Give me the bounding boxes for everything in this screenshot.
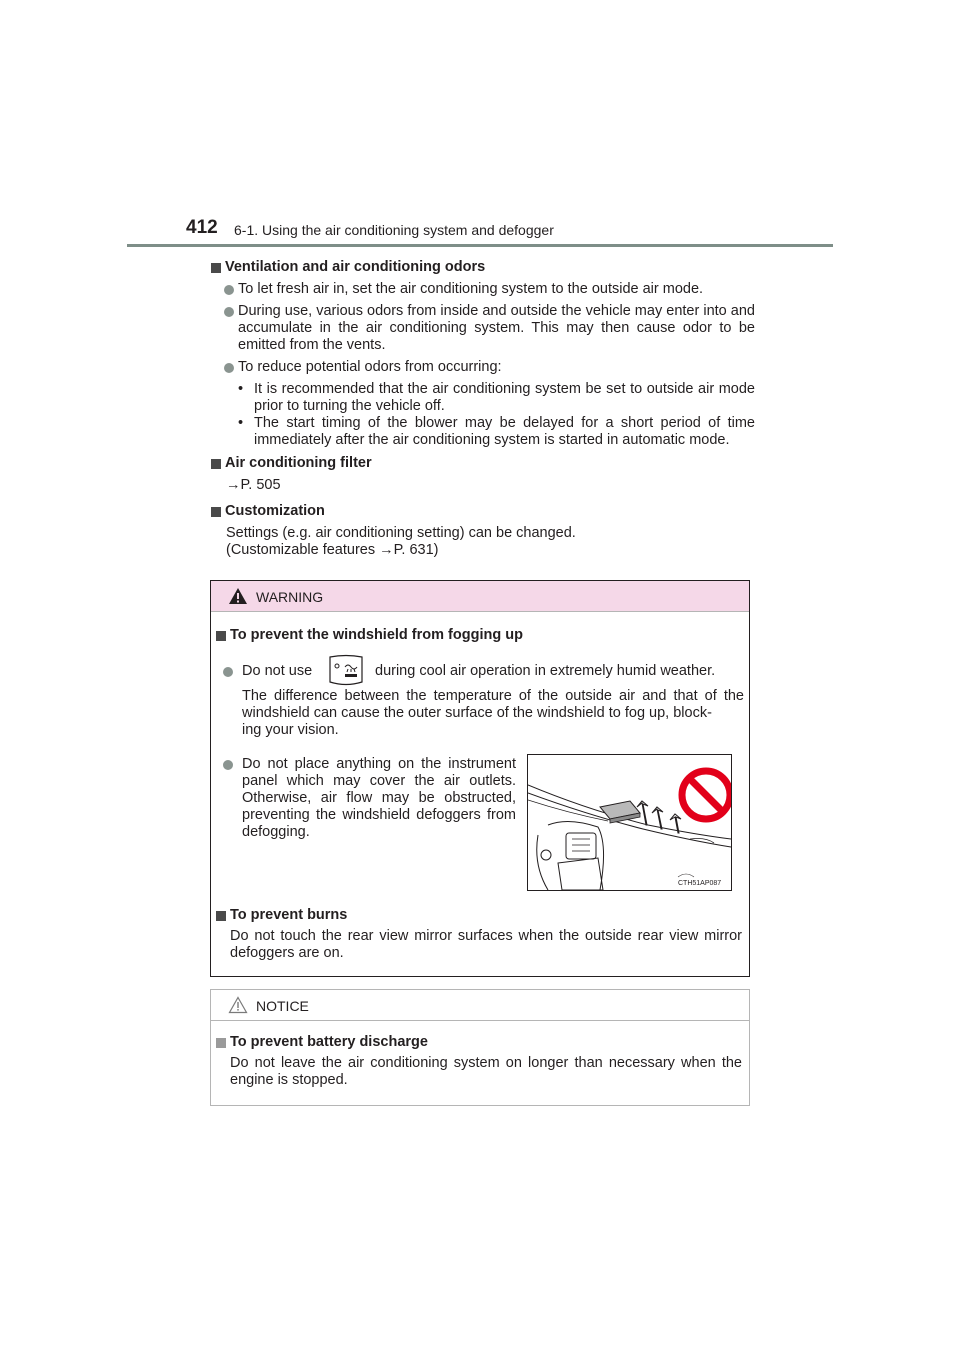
section-heading [210, 259, 755, 276]
square-bullet-icon [216, 631, 226, 641]
battery-heading: To prevent battery discharge [230, 1034, 428, 1050]
round-bullet-icon [223, 667, 233, 677]
sub-bullet-icon: • [238, 381, 244, 397]
header-rule [127, 244, 833, 247]
square-bullet-icon [211, 459, 221, 469]
warning-subheading [216, 907, 347, 924]
notice-title: NOTICE [256, 998, 309, 1014]
warning-subheading [216, 627, 523, 644]
customization-line-2: (Customizable features →P. 631) [226, 542, 439, 558]
bullet-item [210, 359, 755, 376]
sub-bullet-item [210, 381, 755, 415]
notice-subheading [216, 1034, 428, 1051]
burns-text: Do not touch the rear view mirror surfaces when the outside rear view mirror defoggers are on. [230, 928, 742, 961]
fog-bullet-end: during cool air operation in extremely humid weather. [375, 663, 716, 679]
battery-text: Do not leave the air conditioning system on longer than necessary when the engine is stopped. [230, 1055, 742, 1088]
sub-bullet-item [210, 415, 755, 449]
customization-line-1: Settings (e.g. air conditioning setting) can be changed. [226, 525, 576, 541]
burns-heading: To prevent burns [230, 907, 348, 923]
defogger-switch-icon [328, 654, 364, 688]
round-bullet-icon [224, 307, 234, 317]
page-number: 412 [186, 217, 218, 238]
ventilation-sub-2: The start timing of the blower may be delayed for a short period of time immediately after the air conditioning system is started in automatic mode. [254, 415, 755, 448]
round-bullet-icon [224, 285, 234, 295]
caution-triangle-icon [228, 996, 248, 1014]
fog-detail-text: The difference between the temperature of the outside air and that of the windshield can cause the outer surface of the windshield to fog up, block- ing your vision. [242, 688, 744, 738]
ventilation-bullet-3: To reduce potential odors from occurring: [238, 359, 502, 375]
fog-heading: To prevent the windshield from fogging up [230, 627, 523, 643]
customization-heading: Customization [225, 503, 325, 519]
round-bullet-icon [223, 760, 233, 770]
sub-bullet-icon: • [238, 415, 244, 431]
instrument-panel-illustration [528, 755, 731, 890]
running-title: 6-1. Using the air conditioning system and defogger [234, 222, 554, 238]
main-content [210, 254, 755, 559]
instrument-panel-figure [527, 754, 732, 891]
filter-ref[interactable]: →P. 505 [226, 477, 281, 493]
ventilation-sub-1: It is recommended that the air conditioning system be set to outside air mode prior to turning the vehicle off. [254, 381, 755, 414]
ventilation-heading: Ventilation and air conditioning odors [225, 259, 486, 275]
notice-header [211, 990, 749, 1021]
square-bullet-icon [211, 507, 221, 517]
filter-heading: Air conditioning filter [225, 455, 372, 471]
round-bullet-icon [224, 363, 234, 373]
warning-title: WARNING [256, 589, 324, 605]
square-bullet-icon [211, 263, 221, 273]
warning-header [211, 581, 749, 612]
square-bullet-icon [216, 1038, 226, 1048]
section-heading [210, 503, 755, 520]
section-heading [210, 455, 755, 472]
ventilation-bullet-1: To let fresh air in, set the air conditioning system to the outside air mode. [238, 281, 704, 297]
square-bullet-icon [216, 911, 226, 921]
fog-detail [242, 688, 744, 739]
figure-code: CTH51AP087 [678, 880, 722, 887]
bullet-item [210, 303, 755, 354]
bullet-item [210, 281, 755, 298]
fog-bullet-start: Do not use [242, 663, 313, 679]
warning-triangle-icon [228, 587, 248, 605]
ventilation-bullet-2: During use, various odors from inside and outside the vehicle may enter into and accumulate in the air conditioning system. This may then cause odor to be emitted from the vents. [238, 303, 755, 353]
outlet-bullet: Do not place anything on the instrument panel which may cover the air outlets. Otherwise, air flow may be obstructed, preventing the windshield defoggers from defogging. [242, 756, 516, 840]
notice-box [210, 989, 750, 1106]
